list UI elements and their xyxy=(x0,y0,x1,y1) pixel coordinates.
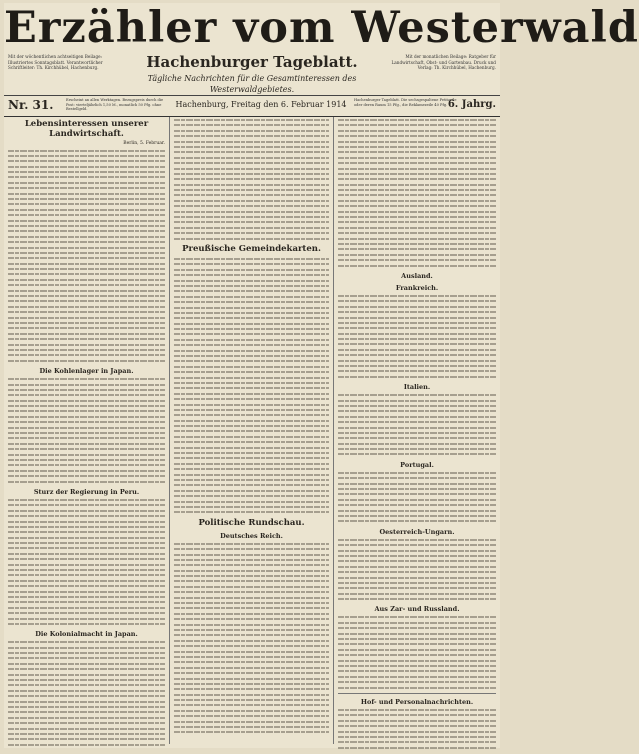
section-heading: Hof- und Personalnachrichten. xyxy=(360,697,474,706)
price-info: Erscheint an allen Werktagen. Bezugspreis durch die Post: vierteljährlich 1,50 M., monatlich 50 Pfg. ohne Bestellgeld. xyxy=(66,98,164,112)
subhead-left: Mit der wöchentlichen achtseitigen Beilage: Illustriertes Sonntagsblatt. Verantwortlicher Schriftleiter: Th. Kirchhübel, Hachenburg. xyxy=(8,54,103,71)
subhead-center xyxy=(128,53,376,95)
masthead-title: Erzähler vom Westerwald xyxy=(4,3,639,53)
volume-year: 6. Jahrg. xyxy=(447,99,496,110)
column-3 xyxy=(334,117,500,744)
section-heading: Die Kolonialmacht in Japan. xyxy=(35,630,138,639)
section-heading: Die Kohlenlager in Japan. xyxy=(39,367,134,376)
section-heading: Deutsches Reich. xyxy=(220,531,283,540)
section-heading: Aus Zar- und Russland. xyxy=(374,605,460,614)
subhead xyxy=(4,53,500,95)
article-headline: Politische Rundschau. xyxy=(198,517,305,528)
newspaper-page xyxy=(4,3,639,748)
section-heading: Oesterreich-Ungarn. xyxy=(379,527,455,536)
article-byline: Berlin, 5. Februar. xyxy=(123,141,165,146)
columns xyxy=(4,117,500,744)
article-headline: Lebensinteressen unserer Landwirtschaft. xyxy=(24,119,149,139)
tagline: Tägliche Nachrichten für die Gesamtinteressen des Westerwaldgebietes. xyxy=(147,74,357,94)
column-2 xyxy=(170,117,334,744)
article-body xyxy=(8,148,165,364)
section-heading: Ausland. xyxy=(401,271,433,280)
issue-number: Nr. 31. xyxy=(8,98,54,112)
ad-rates: Hachenburger Tageblatt. Die sechsgespaltene Petitzeile oder deren Raum 15 Pfg., die Reklamezeile 40 Pfg. xyxy=(354,98,457,107)
section-heading: Frankreich. xyxy=(395,283,439,292)
section-heading: Italien. xyxy=(403,383,431,392)
section-heading: Sturz der Regierung in Peru. xyxy=(33,487,140,496)
section-heading: Portugal. xyxy=(400,460,434,469)
column-1 xyxy=(4,117,170,744)
tageblatt-title: Hachenburger Tageblatt. xyxy=(146,53,358,71)
issue-date: Hachenburg, Freitag den 6. Februar 1914 xyxy=(175,100,347,109)
article-headline: Preußische Gemeindekarten. xyxy=(182,243,321,254)
subhead-right: Mit der monatlichen Beilage: Ratgeber für Landwirtschaft, Obst- und Gartenbau. Druck und Verlag: Th. Kirchhübel, Hachenburg. xyxy=(391,54,496,71)
dateline xyxy=(4,96,500,117)
